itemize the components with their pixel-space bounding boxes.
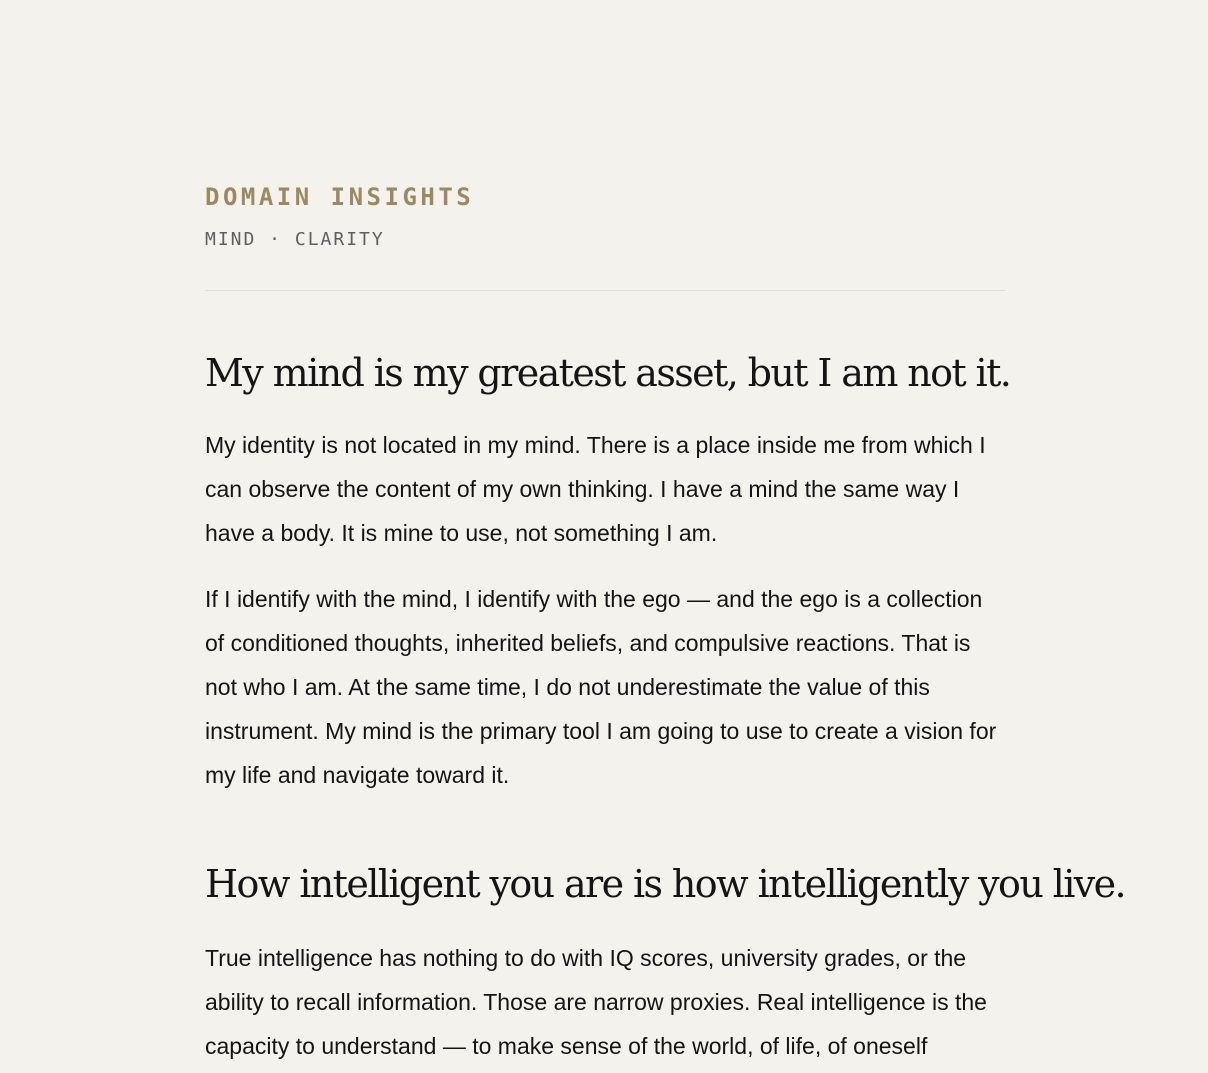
section-title: My mind is my greatest asset, but I am not it. bbox=[205, 351, 1011, 395]
section-paragraph: If I identify with the mind, I identify with the ego — and the ego is a collection of conditioned thoughts, inherited beliefs, and compulsive reactions. That is not who I am. At the same time, I do not underestimate the value of this instrument. My mind is the primary tool I am going to use to create a vision for my life and navigate toward it. bbox=[205, 586, 997, 788]
page-eyebrow: DOMAIN INSIGHTS bbox=[205, 183, 475, 211]
insight-section-mind-asset bbox=[205, 349, 1011, 797]
section-paragraph: True intelligence has nothing to do with IQ scores, university grades, or the ability to recall information. Those are narrow proxies. Real intelligence is the capacity to understand — to make sense of the world, of life, of oneself bbox=[205, 945, 987, 1059]
header-divider bbox=[205, 290, 1005, 291]
section-title: How intelligent you are is how intelligently you live. bbox=[205, 862, 1126, 906]
insight-section-intelligence bbox=[205, 860, 1126, 1068]
section-paragraph: My identity is not located in my mind. There is a place inside me from which I can observe the content of my own thinking. I have a mind the same way I have a body. It is mine to use, not something I am. bbox=[205, 432, 986, 546]
page-subtitle: MIND · CLARITY bbox=[205, 229, 385, 250]
article bbox=[205, 182, 1126, 1068]
page-header bbox=[205, 182, 1005, 252]
